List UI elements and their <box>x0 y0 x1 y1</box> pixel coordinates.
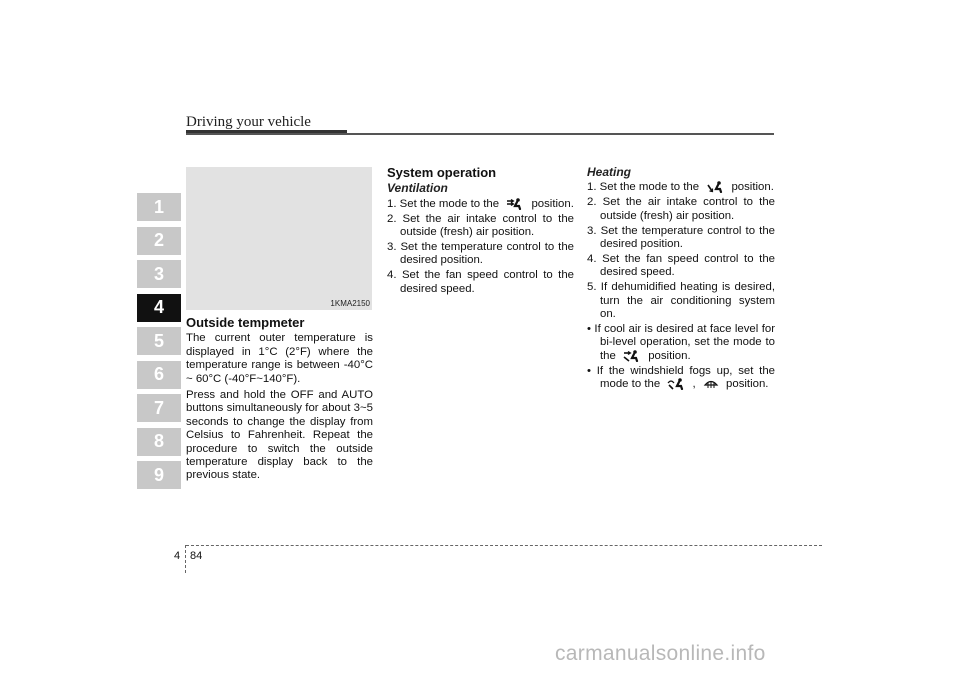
column-system-operation <box>387 166 574 298</box>
column-heating <box>587 166 775 393</box>
chapter-tabs <box>137 193 181 495</box>
chapter-tab-3[interactable]: 3 <box>137 260 181 288</box>
ventilation-step-1: 1. Set the mode to the position. <box>387 197 574 210</box>
chapter-tab-8[interactable]: 8 <box>137 428 181 456</box>
heating-step-2: 2. Set the air intake control to the outside (fresh) air position. <box>587 196 775 222</box>
heating-bullet-2: • If the windshield fogs up, set the mode to the , position. <box>587 364 775 391</box>
chapter-tab-1[interactable]: 1 <box>137 193 181 221</box>
chapter-tab-7[interactable]: 7 <box>137 394 181 422</box>
chapter-tab-4[interactable]: 4 <box>137 294 181 322</box>
column-outside-temp <box>186 316 373 486</box>
heating-step-3: 3. Set the temperature control to the desired position. <box>587 224 775 251</box>
chapter-tab-9[interactable]: 9 <box>137 461 181 489</box>
heating-heading: Heating <box>587 165 632 179</box>
chapter-tab-5[interactable]: 5 <box>137 327 181 355</box>
chapter-tab-6[interactable]: 6 <box>137 361 181 389</box>
footer-chapter-number: 4 <box>174 550 181 562</box>
ventilation-step-3: 3. Set the temperature control to the desired position. <box>387 241 574 267</box>
footer-page-number: 84 <box>190 550 203 562</box>
watermark: carmanualsonline.info <box>555 642 766 665</box>
heating-bullet-1: • If cool air is desired at face level for bi-level operation, set the mode to the position. <box>587 322 775 362</box>
face-vent-mode-icon <box>506 198 524 210</box>
bi-level-mode-icon <box>623 350 641 362</box>
floor-defrost-mode-icon <box>667 378 685 390</box>
header-rule <box>186 133 774 135</box>
system-operation-heading: System operation <box>387 165 497 180</box>
heating-step-4: 4. Set the fan speed control to the desired speed. <box>587 252 775 279</box>
ventilation-heading: Ventilation <box>387 181 448 196</box>
page-header-title: Driving your vehicle <box>186 114 311 130</box>
floor-mode-icon <box>706 181 724 193</box>
heating-step-5: 5. If dehumidified heating is desired, turn the air conditioning system on. <box>587 281 775 321</box>
ventilation-step-4: 4. Set the fan speed control to the desired speed. <box>387 269 574 295</box>
outside-temp-para-2: Press and hold the OFF and AUTO buttons simultaneously for about 3~5 seconds to change the display from Celsius to Fahrenheit. Repeat the procedure to switch the outside temperature display back to the previous state. <box>186 389 373 482</box>
figure-placeholder <box>186 167 372 310</box>
footer-rule <box>186 545 822 546</box>
defrost-mode-icon <box>703 378 719 390</box>
outside-temp-heading: Outside tempmeter <box>186 315 305 330</box>
outside-temp-para-1: The current outer temperature is displayed in 1°C (2°F) where the temperature range is between -40°C ~ 60°C (-40°F~140°F). <box>186 332 373 385</box>
heating-step-1: 1. Set the mode to the position. <box>587 181 774 194</box>
footer-divider <box>185 545 186 573</box>
chapter-tab-2[interactable]: 2 <box>137 227 181 255</box>
ventilation-step-2: 2. Set the air intake control to the outside (fresh) air position. <box>387 212 574 239</box>
figure-code: 1KMA2150 <box>330 299 370 308</box>
